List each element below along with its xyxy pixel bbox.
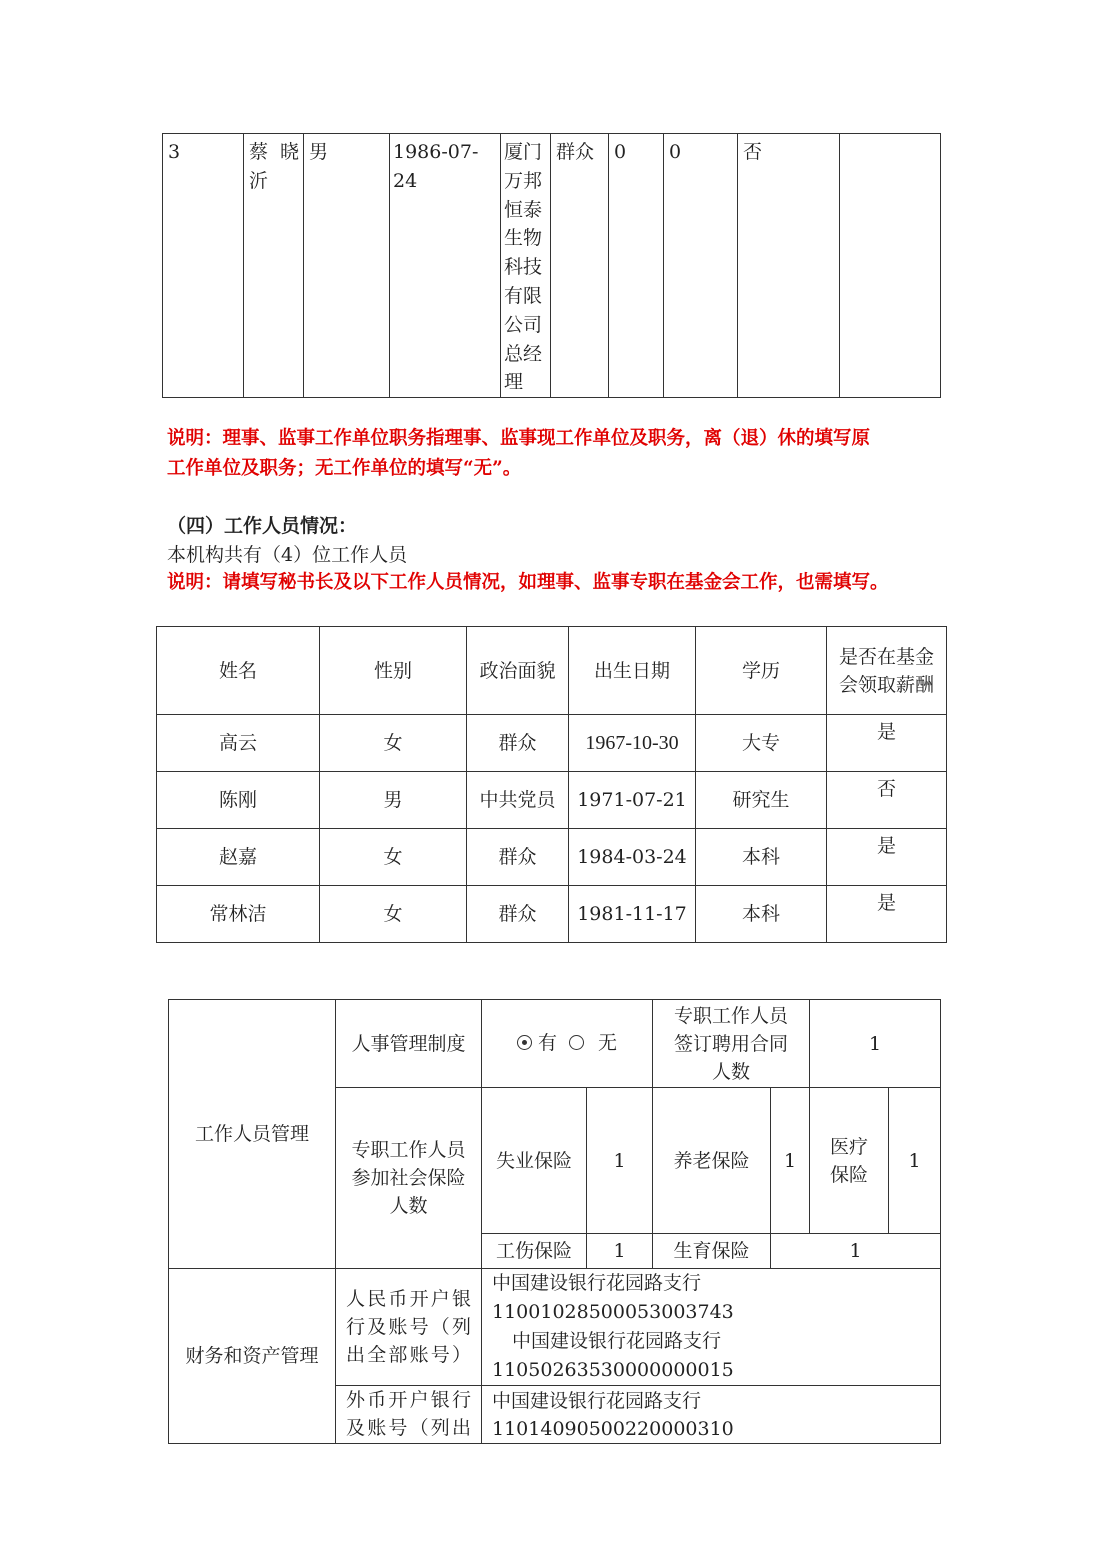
staff-birth-date: 1971-07-21: [569, 772, 696, 829]
staff-table-header: [157, 627, 947, 715]
unemployment-value: 1: [587, 1088, 653, 1234]
note-staff: 说明：请填写秘书长及以下工作人员情况，如理事、监事专职在基金会工作，也需填写。: [167, 572, 889, 593]
table-row: [157, 886, 947, 943]
member-col8: 0: [664, 134, 738, 398]
contract-value: 1: [810, 1000, 941, 1088]
finance-label: 财务和资产管理: [169, 1269, 336, 1444]
staff-birth-date: 1984-03-24: [569, 829, 696, 886]
staff-gender: 男: [320, 772, 467, 829]
member-col10: [840, 134, 941, 398]
staff-birth-date: 1981-11-17: [569, 886, 696, 943]
member-col7: 0: [609, 134, 664, 398]
staff-gender: 女: [320, 886, 467, 943]
staff-gender: 女: [320, 715, 467, 772]
staff-name: 赵嘉: [157, 829, 320, 886]
staff-education: 本科: [696, 829, 827, 886]
staff-salary: 是: [827, 886, 947, 943]
member-name: 蔡晓沂: [249, 141, 299, 192]
fx-account-label: 外币开户银行及账号（列出: [346, 1389, 471, 1439]
member-index: 3: [163, 134, 244, 398]
member-politics: 群众: [551, 134, 609, 398]
staff-table: [156, 626, 947, 943]
member-birth-date: 1986-07-24: [390, 134, 501, 398]
header-salary: 是否在基金会领取薪酬: [839, 645, 935, 696]
contract-label: 专职工作人员签订聘用合同人数: [674, 1004, 789, 1083]
injury-value: 1: [587, 1234, 653, 1269]
staff-gender: 女: [320, 829, 467, 886]
table-row: [157, 715, 947, 772]
hr-system-no: 无: [598, 1031, 618, 1054]
member-work-unit: 厦门万邦恒泰生物科技有限公司总经理: [504, 141, 543, 394]
table-row: [157, 829, 947, 886]
member-col9: 否: [738, 134, 840, 398]
note-board-positions: [167, 424, 870, 484]
staff-name: 高云: [157, 715, 320, 772]
rmb-line-1: 中国建设银行花园路支行 11001028500053003743: [492, 1272, 734, 1323]
medical-value: 1: [889, 1088, 941, 1234]
social-insurance-label: 专职工作人员参加社会保险人数: [351, 1139, 466, 1217]
staff-salary: 是: [827, 715, 947, 772]
staff-politics: 中共党员: [467, 772, 569, 829]
maternity-label: 生育保险: [653, 1234, 771, 1269]
hr-system-options: [482, 1000, 653, 1088]
fx-account-value: 中国建设银行花园路支行 11014090500220000310: [482, 1386, 941, 1444]
staff-name: 常林洁: [157, 886, 320, 943]
note-line-1: 说明：理事、监事工作单位职务指理事、监事现工作单位及职务，离（退）休的填写原: [167, 428, 871, 449]
staff-education: 大专: [696, 715, 827, 772]
board-member-row: [163, 134, 941, 398]
staff-politics: 群众: [467, 829, 569, 886]
hr-system-label: 人事管理制度: [336, 1000, 482, 1088]
staff-politics: 群众: [467, 715, 569, 772]
header-politics: 政治面貌: [467, 627, 569, 715]
staff-politics: 群众: [467, 886, 569, 943]
rmb-account-label: 人民币开户银行及账号（列出全部账号）: [346, 1288, 471, 1366]
staff-education: 研究生: [696, 772, 827, 829]
note-line-2: 工作单位及职务；无工作单位的填写“无”。: [167, 458, 522, 479]
header-name: 姓名: [157, 627, 320, 715]
header-gender: 性别: [320, 627, 467, 715]
staff-salary: 是: [827, 829, 947, 886]
management-table: [168, 999, 941, 1444]
staff-salary: 否: [827, 772, 947, 829]
header-birth-date: 出生日期: [569, 627, 696, 715]
section-heading: （四）工作人员情况：: [167, 515, 358, 537]
table-row: [157, 772, 947, 829]
unemployment-label: 失业保险: [482, 1088, 587, 1234]
staff-education: 本科: [696, 886, 827, 943]
maternity-value: 1: [771, 1234, 941, 1269]
staff-count-text: 本机构共有（4）位工作人员: [167, 544, 408, 566]
board-member-table: [162, 133, 941, 398]
header-education: 学历: [696, 627, 827, 715]
radio-no-icon[interactable]: [569, 1035, 584, 1050]
rmb-account-value: [482, 1269, 941, 1386]
medical-label: 医疗保险: [830, 1135, 869, 1186]
pension-value: 1: [771, 1088, 810, 1234]
staff-birth-date: 1967-10-30: [569, 715, 696, 772]
injury-label: 工伤保险: [482, 1234, 587, 1269]
rmb-line-3: 11050263530000000015: [492, 1359, 734, 1381]
member-gender: 男: [304, 134, 390, 398]
staff-name: 陈刚: [157, 772, 320, 829]
pension-label: 养老保险: [653, 1088, 771, 1234]
hr-system-yes: 有: [537, 1031, 557, 1054]
staff-management-label: 工作人员管理: [169, 1000, 336, 1269]
radio-yes-icon[interactable]: [517, 1035, 532, 1050]
rmb-line-2: 中国建设银行花园路支行: [512, 1330, 722, 1352]
